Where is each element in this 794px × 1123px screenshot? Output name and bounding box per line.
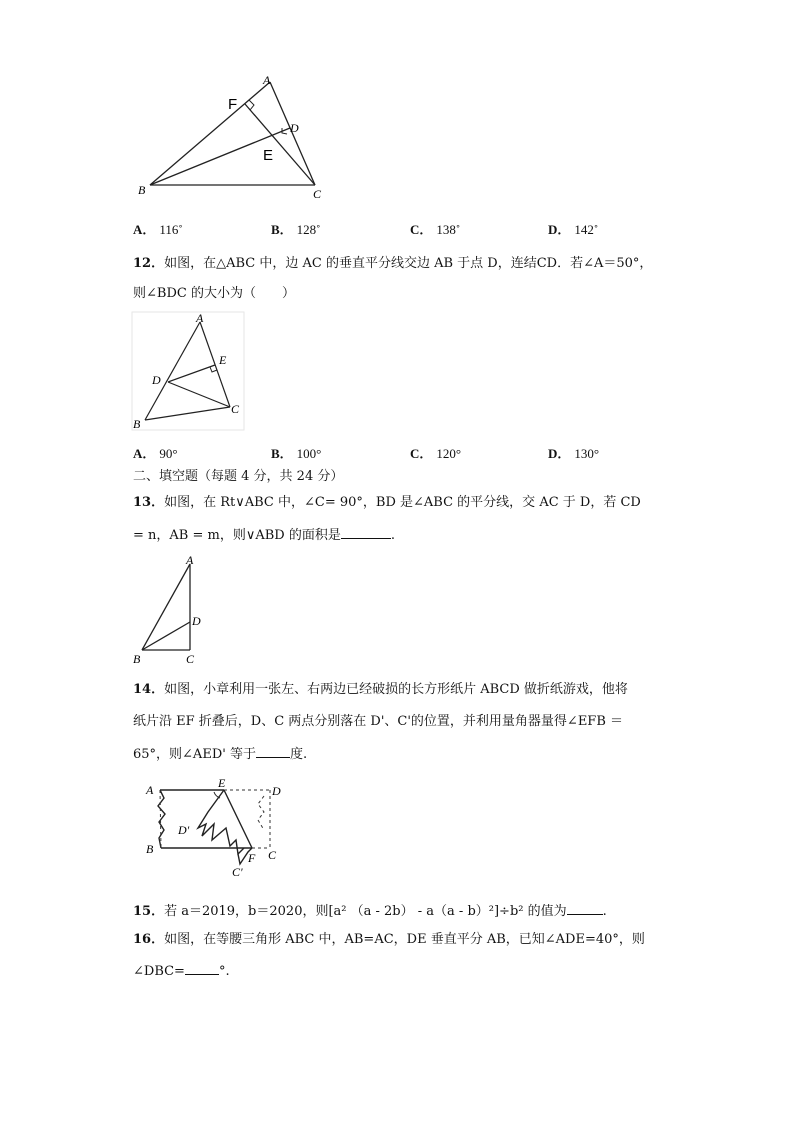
q16-number: 16． — [133, 932, 165, 947]
answer-blank[interactable] — [341, 526, 391, 539]
q12-stem-2: 则∠BDC 的大小为（ ） — [133, 286, 295, 301]
fig13-label-C: C — [186, 652, 195, 666]
fig11-label-F: F — [228, 96, 238, 113]
q16-line2 — [133, 962, 230, 980]
q15-number: 15． — [133, 904, 165, 919]
choice-letter: B． — [271, 446, 293, 461]
fig12-label-E: E — [219, 353, 227, 367]
fig13-label-D: D — [192, 614, 201, 628]
figure-q13 — [130, 552, 210, 668]
q12-choice-d — [548, 443, 599, 462]
q15-line — [133, 902, 607, 920]
fig11-label-E: E — [263, 147, 274, 164]
choice-value: 130° — [574, 446, 600, 461]
fig11-label-D: D — [290, 121, 299, 135]
fig14-label-Dprime: D' — [178, 823, 190, 837]
fig13-label-A: A — [186, 553, 194, 567]
choice-value: 120° — [436, 446, 462, 461]
figure-q12 — [130, 310, 250, 432]
q12-line1 — [133, 256, 652, 272]
q11-choice-d — [548, 219, 598, 238]
q15-stem: 若 a＝2019，b＝2020，则[a² （a - 2b） - a（a - b）²]÷b² 的值为 — [164, 904, 567, 919]
choice-value: 128˚ — [296, 222, 321, 237]
q13-stem-2: = n，AB = m，则∨ABD 的面积是 — [133, 528, 341, 543]
fig14-label-D: D — [272, 784, 281, 798]
q13-stem-end: . — [390, 528, 395, 543]
fig13-label-B: B — [133, 652, 141, 666]
q14-stem-3: 65°，则∠AED' 等于 — [133, 747, 256, 762]
fig11-label-A: A — [263, 73, 271, 87]
q15-stem-end: . — [602, 904, 607, 919]
figure-q11 — [130, 72, 340, 202]
fig11-label-C: C — [313, 187, 322, 201]
q14-stem-end: 度. — [289, 747, 308, 762]
q14-number: 14． — [133, 682, 165, 697]
q11-choice-a — [133, 219, 183, 238]
choice-letter: A． — [133, 446, 156, 461]
q16-line1 — [133, 932, 645, 948]
figure-q14 — [140, 774, 300, 882]
choice-letter: A． — [133, 222, 156, 237]
q16-stem-1: 如图，在等腰三角形 ABC 中，AB=AC，DE 垂直平分 AB，已知∠ADE=40°，则 — [164, 932, 645, 947]
choice-value: 138˚ — [436, 222, 461, 237]
choice-letter: C． — [410, 446, 433, 461]
q14-stem-1: 如图，小章利用一张左、右两边已经破损的长方形纸片 ABCD 做折纸游戏，他将 — [164, 682, 628, 697]
answer-blank[interactable] — [256, 745, 290, 758]
fig12-label-D: D — [152, 373, 161, 387]
q12-line2 — [133, 286, 295, 302]
choice-letter: C． — [410, 222, 433, 237]
choice-letter: B． — [271, 222, 293, 237]
q13-line1 — [133, 495, 641, 511]
q14-line1 — [133, 682, 628, 698]
fig14-label-E: E — [218, 776, 226, 790]
choice-value: 90° — [159, 446, 178, 461]
fig14-label-B: B — [146, 842, 154, 856]
q12-choice-b — [271, 443, 321, 462]
fig12-label-B: B — [133, 417, 141, 431]
choice-letter: D． — [548, 222, 571, 237]
choice-value: 100° — [296, 446, 322, 461]
choice-value: 116˚ — [159, 222, 183, 237]
q14-line2 — [133, 714, 623, 730]
q11-choice-c — [410, 219, 460, 238]
q13-number: 13． — [133, 495, 165, 510]
fig12-label-C: C — [231, 402, 240, 416]
q12-choice-c — [410, 443, 461, 462]
q16-stem-2: ∠DBC= — [133, 964, 185, 979]
answer-blank[interactable] — [567, 902, 603, 915]
choice-letter: D． — [548, 446, 571, 461]
fig14-label-C: C — [268, 848, 277, 862]
q11-choice-b — [271, 219, 321, 238]
fig14-label-Cprime: C' — [232, 865, 243, 879]
q12-choice-a — [133, 443, 178, 462]
fig11-label-B: B — [138, 183, 146, 197]
section-title: 二、填空题（每题 4 分，共 24 分） — [133, 469, 344, 484]
fig12-label-A: A — [196, 311, 204, 325]
q12-stem-1: 如图，在△ABC 中，边 AC 的垂直平分线交边 AB 于点 D，连结CD．若∠A＝50°， — [164, 256, 653, 271]
fig14-label-A: A — [146, 783, 154, 797]
q13-line2 — [133, 526, 395, 544]
q16-stem-end: °. — [218, 964, 230, 979]
q12-number: 12． — [133, 256, 165, 271]
answer-blank[interactable] — [185, 962, 219, 975]
fig14-label-F: F — [248, 851, 256, 865]
q13-stem-1: 如图，在 Rt∨ABC 中，∠C= 90°，BD 是∠ABC 的平分线，交 AC 于 D，若 CD — [164, 495, 641, 510]
q14-line3 — [133, 745, 307, 763]
q14-stem-2: 纸片沿 EF 折叠后，D、C 两点分别落在 D'、C'的位置，并利用量角器量得∠EFB ＝ — [133, 714, 624, 729]
choice-value: 142˚ — [574, 222, 599, 237]
